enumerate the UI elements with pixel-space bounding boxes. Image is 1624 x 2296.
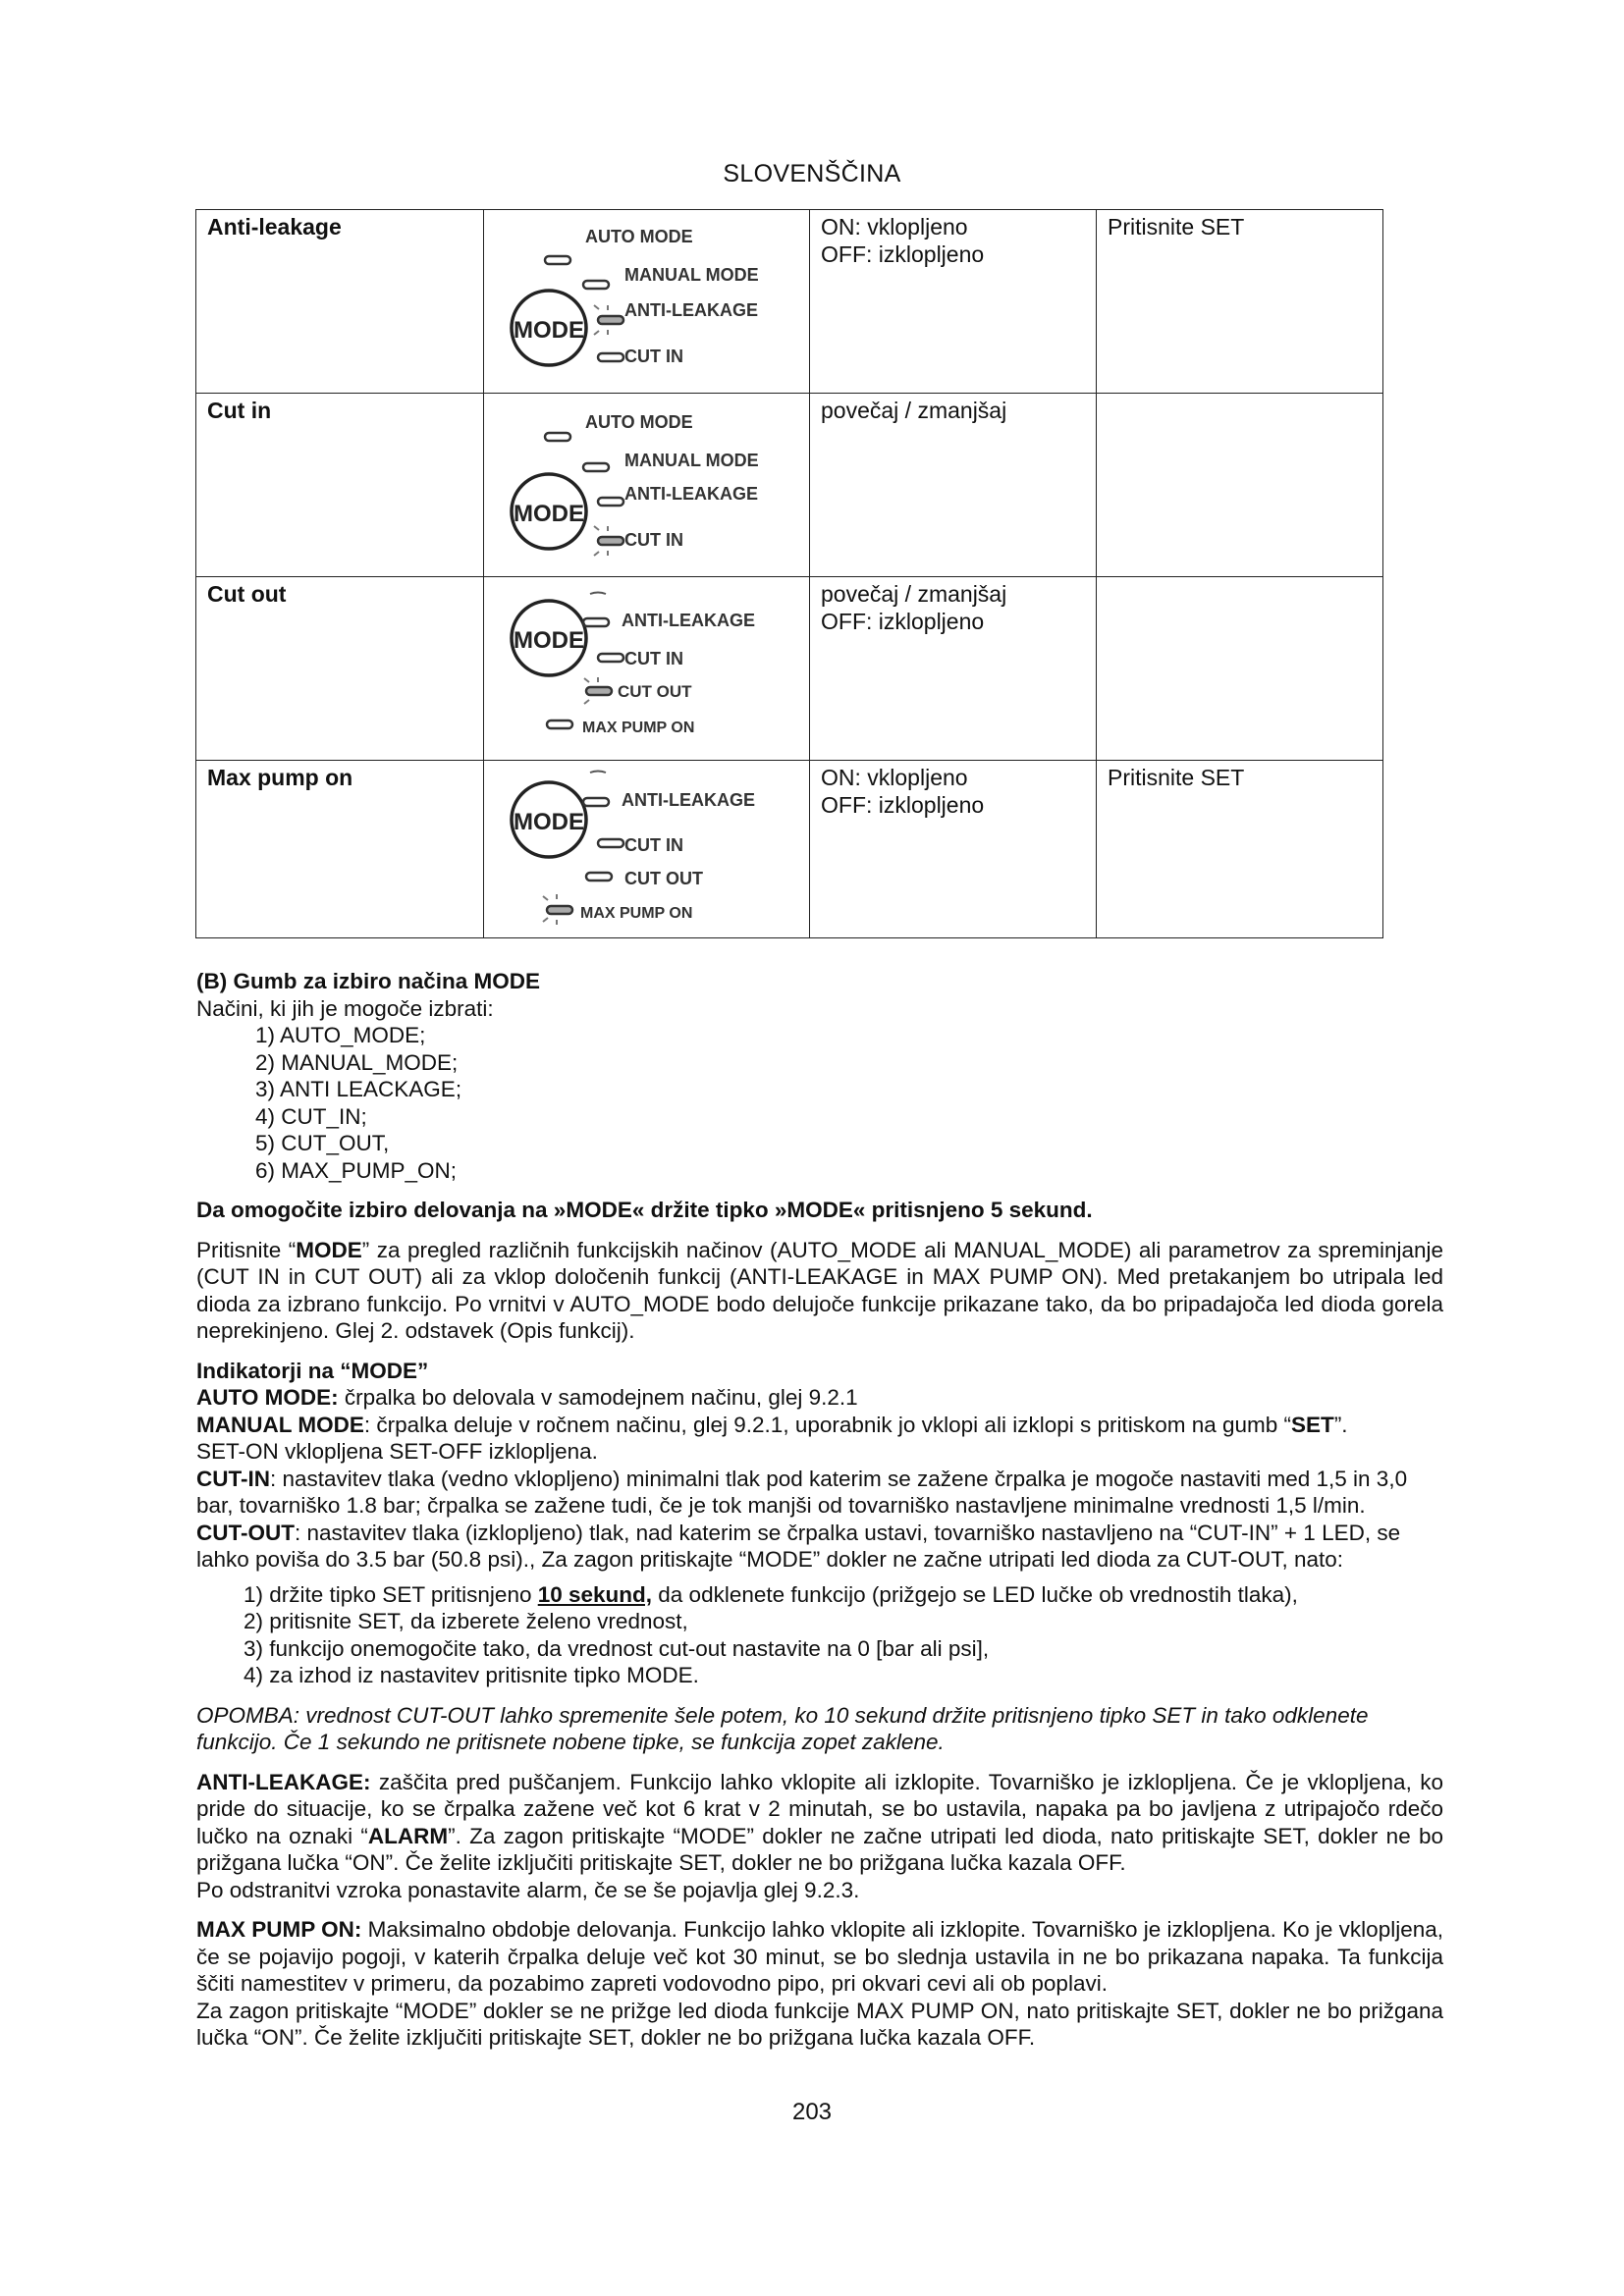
table-row (196, 210, 1383, 394)
panel-label-auto: AUTO MODE (585, 227, 693, 246)
function-name: Anti-leakage (196, 210, 484, 394)
svg-text:MANUAL MODE: MANUAL MODE (624, 451, 759, 470)
mode-panel-cut-in (484, 394, 810, 576)
list-item: 1) AUTO_MODE; (255, 1023, 426, 1047)
function-action: Pritisnite SET (1097, 761, 1383, 938)
mode-panel-image (484, 210, 810, 394)
list-item: 5) CUT_OUT, (255, 1131, 390, 1155)
function-description (810, 210, 1097, 394)
function-name: Max pump on (196, 761, 484, 938)
section-b (196, 968, 1443, 2052)
function-description (810, 761, 1097, 938)
desc-line-1: ON: vklopljeno (821, 214, 968, 240)
svg-text:MODE: MODE (514, 627, 584, 654)
desc-line-2: OFF: izklopljeno (821, 241, 985, 267)
page-header: SLOVENŠČINA (723, 160, 901, 187)
mode-hold-note: Da omogočite izbiro delovanja na »MODE« držite tipko »MODE« pritisnjeno 5 sekund. (196, 1198, 1093, 1222)
svg-text:ANTI-LEAKAGE: ANTI-LEAKAGE (622, 790, 755, 810)
indicators-title: Indikatorji na “MODE” (196, 1358, 429, 1383)
desc-line-2: OFF: izklopljeno (821, 792, 985, 818)
table-row (196, 394, 1383, 577)
modes-list (196, 1022, 1443, 1184)
list-item: 6) MAX_PUMP_ON; (255, 1157, 458, 1183)
cut-in-desc: CUT-IN: nastavitev tlaka (vedno vklopljeno) minimalni tlak pod katerim se zažene črpalka je mogoče nastaviti med 1,5 in 3,0 bar, tovarniško 1.8 bar; črpalka se zažene tudi, če je tok manjši od tovarniško nastavljene minimalne vrednosti 1,5 l/min. (196, 1466, 1408, 1518)
cut-out-note: OPOMBA: vrednost CUT-OUT lahko spremenite šele potem, ko 10 sekund držite pritisnjeno tipko SET in tako odklenete funkcijo. Če 1 sekundo ne pritisnete nobene tipke, se funkcija zopet zaklene. (196, 1702, 1369, 1754)
svg-text:MAX PUMP ON: MAX PUMP ON (580, 905, 693, 922)
svg-text:CUT OUT: CUT OUT (624, 869, 703, 888)
function-action (1097, 394, 1383, 577)
mode-panel-max-pump-on (484, 761, 810, 937)
set-on-desc: SET-ON vklopljena SET-OFF izklopljena. (196, 1439, 598, 1464)
anti-leakage-reset: Po odstranitvi vzroka ponastavite alarm, če se še pojavlja glej 9.2.3. (196, 1877, 860, 1902)
svg-text:CUT OUT: CUT OUT (618, 682, 692, 701)
table-row (196, 577, 1383, 761)
list-item: 3) ANTI LEACKAGE; (255, 1077, 462, 1101)
svg-text:AUTO MODE: AUTO MODE (585, 412, 693, 432)
mode-button-label: MODE (514, 317, 584, 344)
function-name: Cut in (196, 394, 484, 577)
mode-panel-image (484, 394, 810, 577)
mode-panel-cut-out (484, 577, 810, 760)
svg-text:MODE: MODE (514, 501, 584, 527)
list-item: 2) MANUAL_MODE; (255, 1049, 459, 1075)
function-table (195, 209, 1383, 938)
desc-line-1: povečaj / zmanjšaj (821, 581, 1007, 607)
svg-text:CUT IN: CUT IN (624, 649, 683, 668)
panel-label-anti: ANTI-LEAKAGE (624, 300, 758, 320)
mode-panel-image (484, 577, 810, 761)
list-item: 2) pritisnite SET, da izberete želeno vrednost, (244, 1609, 688, 1633)
cut-out-steps (196, 1581, 1443, 1689)
cut-out-desc: CUT-OUT: nastavitev tlaka (izklopljeno) tlak, nad katerim se črpalka ustavi, tovarniško nastavljeno na “CUT-IN” + 1 LED, se lahko poviša do 3.5 bar (50.8 psi)., Za zagon pritiskajte “MODE” dokler ne začne utripati led dioda za CUT-OUT, nato: (196, 1520, 1401, 1572)
mode-panel-image (484, 761, 810, 938)
list-item: 4) za izhod iz nastavitev pritisnite tipko MODE. (244, 1663, 699, 1687)
desc-line-1: povečaj / zmanjšaj (821, 398, 1007, 423)
svg-text:ANTI-LEAKAGE: ANTI-LEAKAGE (622, 611, 755, 630)
svg-text:MODE: MODE (514, 809, 584, 835)
desc-line-1: ON: vklopljeno (821, 765, 968, 790)
section-title: (B) Gumb za izbiro načina MODE (196, 969, 541, 993)
auto-mode-desc: AUTO MODE: črpalka bo delovala v samodejnem načinu, glej 9.2.1 (196, 1385, 858, 1410)
svg-text:ANTI-LEAKAGE: ANTI-LEAKAGE (624, 484, 758, 504)
svg-text:MAX PUMP ON: MAX PUMP ON (582, 720, 695, 736)
manual-mode-desc: MANUAL MODE: črpalka deluje v ročnem načinu, glej 9.2.1, uporabnik jo vklopi ali izklopi s pritiskom na gumb “SET”. (196, 1412, 1348, 1437)
function-name: Cut out (196, 577, 484, 761)
max-pump-desc: MAX PUMP ON: Maksimalno obdobje delovanja. Funkcijo lahko vklopite ali izklopite. Tovarniško je izklopljena. Ko je vklopljena, če se pojavijo pogoji, v katerih črpalka deluje več kot 30 minut, se bo slednja ustavila in ne bo prikazana napaka. Ta funkcija ščiti namestitev v primeru, da pozabimo zapreti vodovodno pipo, pri okvari cevi ali ob poplavi. (196, 1917, 1444, 1996)
anti-leakage-desc: ANTI-LEAKAGE: zaščita pred puščanjem. Funkcijo lahko vklopite ali izklopite. Tovarniško je izklopljena. Če je vklopljena, ko pride do situacije, ko se črpalka zažene več kot 6 krat v 2 minutah, se bo ustavila, napaka pa bo javljena z utripajočo rdečo lučko na oznaki “ALARM”. Za zagon pritiskajte “MODE” dokler ne začne utripati led dioda, nato pritiskajte SET, dokler ne bo prižgana lučka “ON”. Če želite izključiti pritiskajte SET, dokler ne bo prižgana lučka kazala OFF. (196, 1769, 1443, 1875)
list-item: 3) funkcijo onemogočite tako, da vrednost cut-out nastavite na 0 [bar ali psi], (244, 1635, 990, 1661)
panel-label-cut-in: CUT IN (624, 347, 683, 366)
function-description (810, 577, 1097, 761)
max-pump-start: Za zagon pritiskajte “MODE” dokler se ne prižge led dioda funkcije MAX PUMP ON, nato pritiskajte SET, dokler ne bo prižgana lučka “ON”. Če želite izključiti pritiskajte SET, dokler ne bo prižgana lučka kazala OFF. (196, 1998, 1443, 2050)
desc-line-2: OFF: izklopljeno (821, 609, 985, 634)
svg-text:CUT IN: CUT IN (624, 835, 683, 855)
page-number: 203 (791, 2099, 833, 2125)
svg-text:CUT IN: CUT IN (624, 530, 683, 550)
list-item: 4) CUT_IN; (255, 1103, 367, 1129)
list-item: 1) držite tipko SET pritisnjeno 10 sekund, da odklenete funkcijo (prižgejo se LED lučke ob vrednostih tlaka), (244, 1581, 1298, 1607)
function-description (810, 394, 1097, 577)
mode-paragraph: Pritisnite “MODE” za pregled različnih funkcijskih načinov (AUTO_MODE ali MANUAL_MODE) ali parametrov za spreminjanje (CUT IN in CUT OUT) ali za vklop določenih funkcij (ANTI-LEAKAGE in MAX PUMP ON). Med pretakanjem bo utripala led dioda za izbrano funkcijo. Po vrnitvi v AUTO_MODE bodo delujoče funkcije prikazane tako, da bo pripadajoča led dioda gorela neprekinjeno. Glej 2. odstavek (Opis funkcij). (196, 1237, 1443, 1343)
mode-panel-anti-leakage (484, 210, 810, 393)
function-action: Pritisnite SET (1097, 210, 1383, 394)
function-action (1097, 577, 1383, 761)
modes-intro: Načini, ki jih je mogoče izbrati: (196, 995, 494, 1021)
panel-label-manual: MANUAL MODE (624, 265, 759, 285)
table-row (196, 761, 1383, 938)
